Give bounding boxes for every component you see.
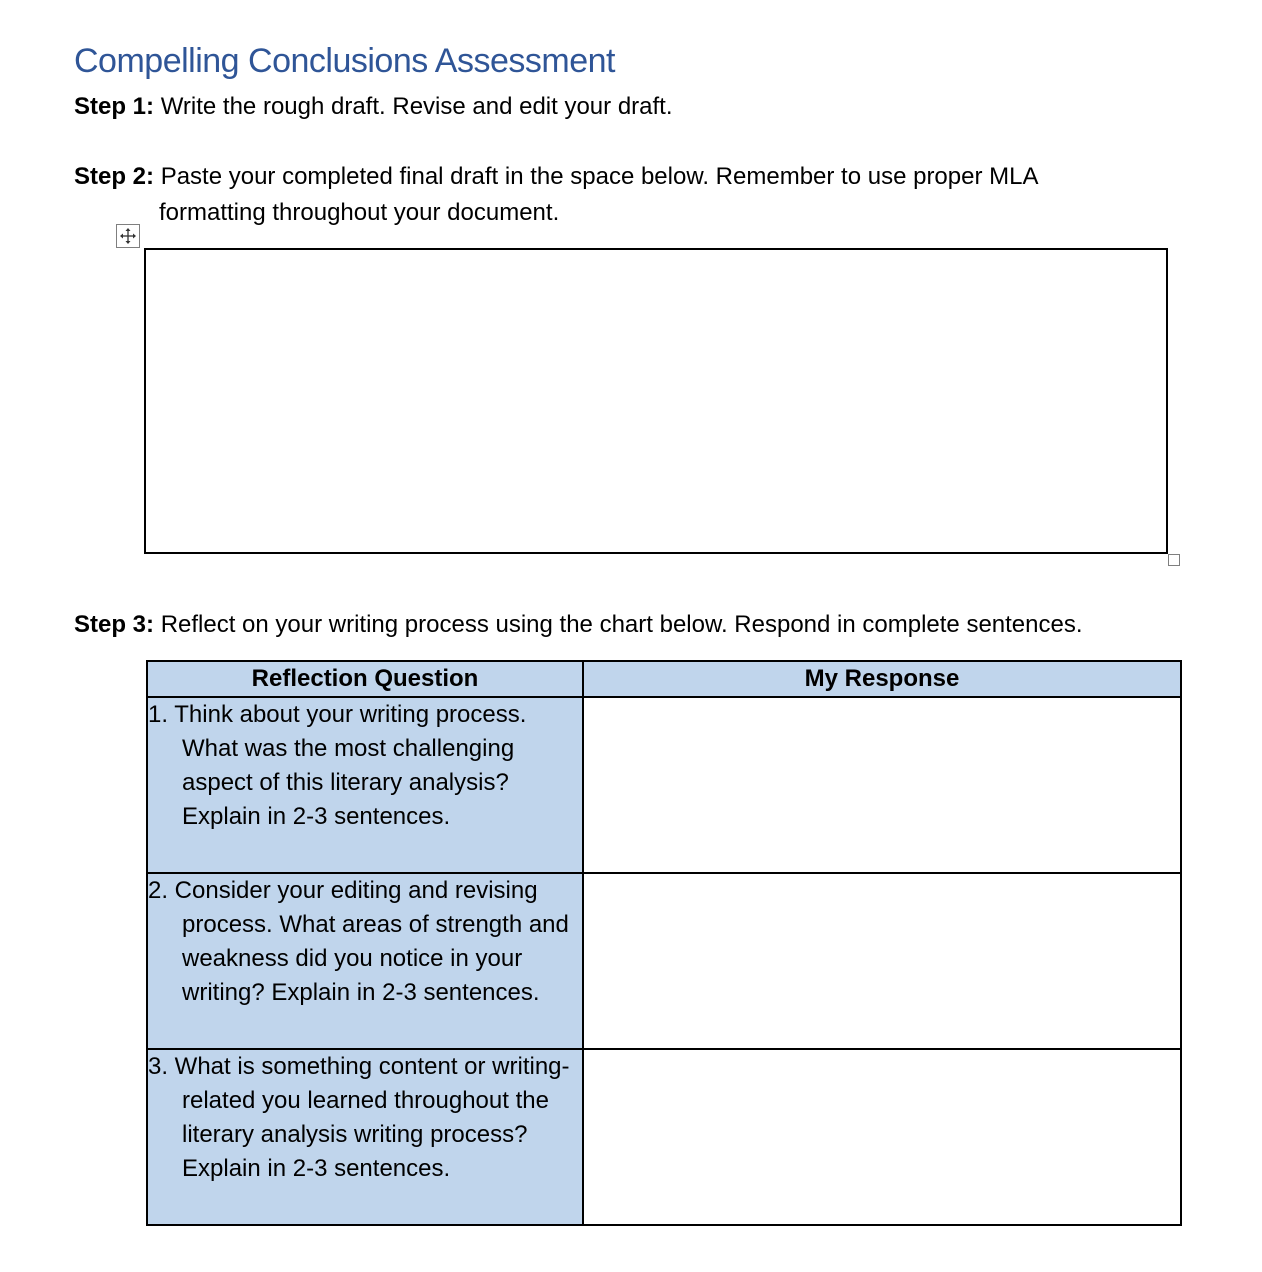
table-row [147, 697, 1181, 873]
document-title: Compelling Conclusions Assessment [74, 42, 615, 80]
table-move-handle[interactable] [116, 224, 140, 248]
step-1-label: Step 1: [74, 93, 155, 120]
reflection-table [146, 660, 1182, 1226]
step-2-label: Step 2: [74, 163, 155, 190]
question-1-text: 1. Think about your writing process. What was the most challenging aspect of this literary analysis? Explain in 2-3 sentences. [148, 701, 527, 830]
question-cell-2 [147, 873, 583, 1049]
question-cell-3 [147, 1049, 583, 1225]
step-2-text: Paste your completed final draft in the space below. Remember to use proper MLA [160, 163, 1039, 190]
header-my-response: My Response [583, 661, 1181, 697]
response-cell-2[interactable] [583, 873, 1181, 1049]
table-row [147, 873, 1181, 1049]
step-2-text-continued: formatting throughout your document. [159, 199, 560, 226]
question-3-text: 3. What is something content or writing-related you learned throughout the literary analysis writing process? Explain in 2-3 sentences. [148, 1053, 570, 1182]
step-3-text: Reflect on your writing process using the chart below. Respond in complete sentences. [160, 611, 1083, 638]
step-3-instruction [74, 607, 1083, 643]
resize-handle-icon[interactable] [1168, 554, 1180, 566]
question-2-text: 2. Consider your editing and revising process. What areas of strength and weakness did you notice in your writing? Explain in 2-3 sentences. [148, 877, 569, 1006]
question-cell-1 [147, 697, 583, 873]
header-reflection-question: Reflection Question [147, 661, 583, 697]
step-1-instruction [74, 89, 673, 125]
response-cell-1[interactable] [583, 697, 1181, 873]
step-2-instruction [74, 159, 1038, 195]
response-cell-3[interactable] [583, 1049, 1181, 1225]
table-row [147, 1049, 1181, 1225]
step-1-text: Write the rough draft. Revise and edit your draft. [160, 93, 673, 120]
final-draft-box[interactable] [144, 248, 1168, 554]
move-arrows-icon [119, 227, 137, 245]
table-header-row [147, 661, 1181, 697]
step-3-label: Step 3: [74, 611, 155, 638]
